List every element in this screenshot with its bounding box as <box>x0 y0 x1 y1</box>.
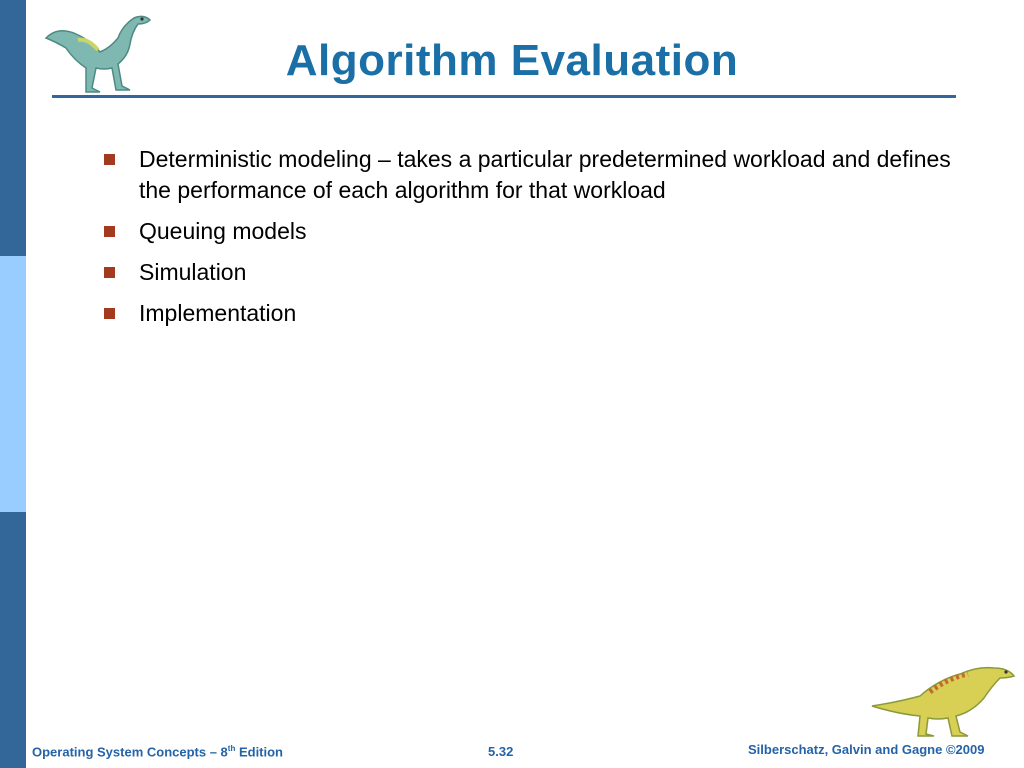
footer-course-title-text: Operating System Concepts – 8 <box>32 744 228 760</box>
dinosaur-icon <box>868 658 1018 738</box>
sidebar-middle-segment <box>0 256 26 512</box>
footer-edition-superscript: th <box>227 744 236 753</box>
bullet-text: Queuing models <box>139 218 307 244</box>
footer-edition-text: Edition <box>235 744 284 760</box>
bullet-text: Implementation <box>139 300 297 326</box>
bullet-list <box>100 144 980 339</box>
footer-copyright: Silberschatz, Galvin and Gagne ©2009 <box>748 742 985 757</box>
list-item <box>100 298 980 329</box>
bullet-text: Deterministic modeling – takes a particular predetermined workload and defines the performance of each algorithm for that workload <box>139 146 951 203</box>
list-item <box>100 257 980 288</box>
list-item <box>100 216 980 247</box>
title-divider <box>52 95 956 98</box>
footer-course-title <box>32 744 283 759</box>
footer-slide-number: 5.32 <box>488 744 514 759</box>
sidebar-bottom-segment <box>0 512 26 768</box>
square-bullet-icon <box>104 154 115 165</box>
square-bullet-icon <box>104 308 115 319</box>
square-bullet-icon <box>104 226 115 237</box>
page-title: Algorithm Evaluation <box>285 36 739 85</box>
list-item <box>100 144 980 206</box>
square-bullet-icon <box>104 267 115 278</box>
bullet-text: Simulation <box>139 259 247 285</box>
